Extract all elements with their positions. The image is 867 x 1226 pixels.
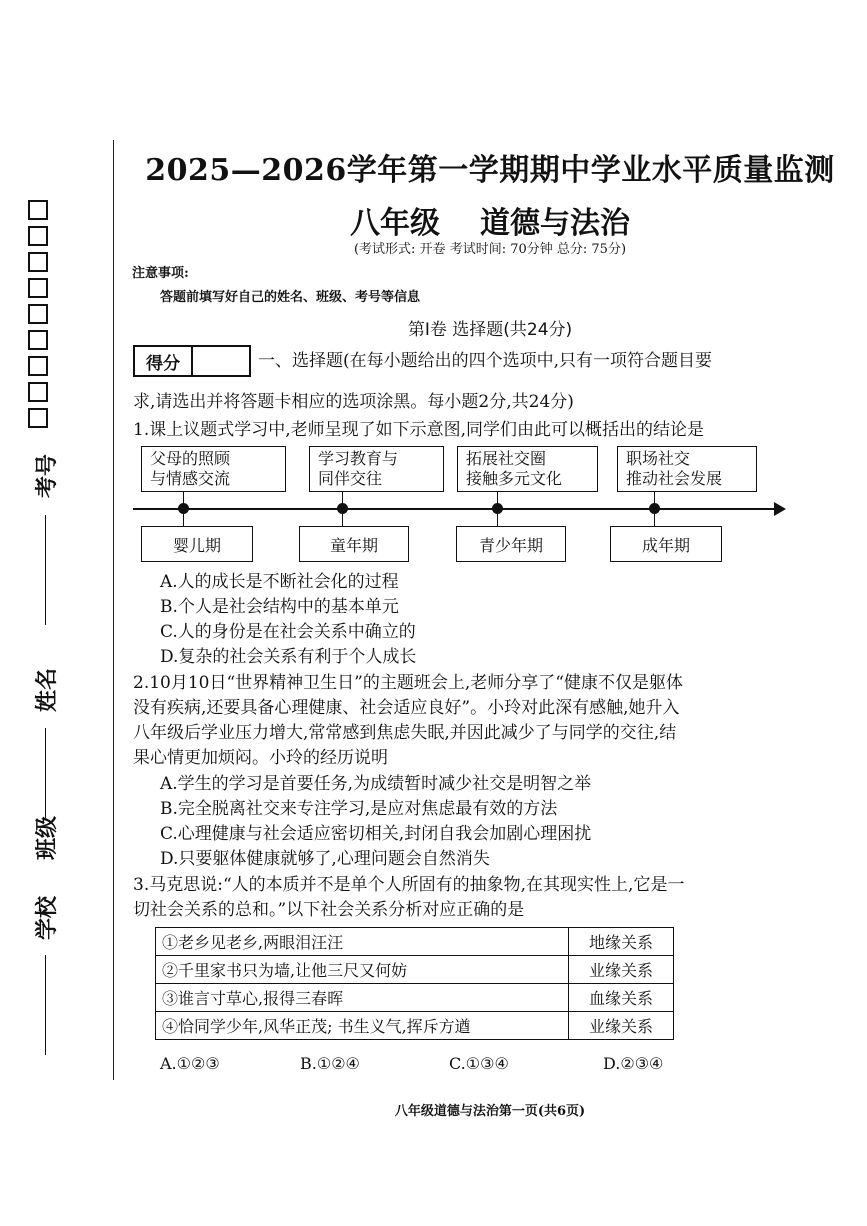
notice-text: 答题前填写好自己的姓名、班级、考号等信息 [160, 290, 421, 305]
score-field[interactable] [193, 347, 249, 375]
timeline-dot [337, 503, 348, 514]
q2-option-a[interactable]: A.学生的学习是首要任务,为成绩暂时减少社交是明智之举 [160, 774, 592, 794]
digit-box[interactable] [28, 200, 48, 220]
q3-option-c[interactable]: C.①③④ [449, 1054, 509, 1073]
digit-box[interactable] [28, 304, 48, 324]
stage-box: 青少年期 [456, 526, 566, 562]
q1-option-b[interactable]: B.个人是社会结构中的基本单元 [160, 597, 399, 617]
q1-option-c[interactable]: C.人的身份是在社会关系中确立的 [160, 622, 416, 642]
digit-box[interactable] [28, 226, 48, 246]
q2-option-b[interactable]: B.完全脱离社交来专注学习,是应对焦虑最有效的方法 [160, 799, 558, 819]
section-title: 第Ⅰ卷 选择题(共24分) [407, 320, 573, 340]
q3-option-b[interactable]: B.①②④ [300, 1054, 360, 1073]
school-label: 学校 [35, 895, 60, 940]
exam-number-boxes[interactable] [28, 200, 52, 434]
q3-line-1: 3.马克思说:“人的本质并不是单个人所固有的抽象物,在其现实性上,它是一 [133, 875, 685, 895]
table-row [156, 1012, 674, 1040]
q3-line-2: 切社会关系的总和。”以下社会关系分析对应正确的是 [133, 900, 525, 920]
q2-line-2: 没有疾病,还要具备心理健康、社会适应良好”。小玲对此深有感触,她升入 [133, 698, 680, 718]
q2-line-3: 八年级后学业压力增大,常常感到焦虑失眠,并因此减少了与同学的交往,结 [133, 723, 677, 743]
connector-line [497, 514, 498, 526]
exam-meta: (考试形式: 开卷 考试时间: 70分钟 总分: 75分) [353, 242, 627, 257]
diagram-top-line: 职场社交 [626, 449, 691, 468]
table-row [156, 956, 674, 984]
table-row [156, 984, 674, 1012]
diagram-top-box [457, 446, 598, 492]
class-label: 班级 [35, 815, 60, 860]
score-box[interactable] [133, 345, 251, 377]
diagram-top-line: 拓展社交圈 [466, 449, 547, 468]
diagram-top-box [141, 446, 286, 492]
diagram-top-line: 父母的照顾 [150, 449, 231, 468]
relations-table [155, 927, 674, 1040]
q1-option-a[interactable]: A.人的成长是不断社会化的过程 [160, 572, 399, 592]
diagram-top-line: 学习教育与 [318, 449, 399, 468]
diagram-top-line: 推动社会发展 [626, 469, 723, 488]
stage-box: 婴儿期 [141, 526, 253, 562]
grade-label: 八年级 [350, 206, 440, 241]
diagram-top-line: 同伴交往 [318, 469, 383, 488]
diagram-top-box [309, 446, 444, 492]
arrow-head-icon [774, 502, 786, 516]
table-cell: 血缘关系 [569, 984, 674, 1012]
timeline-dot [492, 503, 503, 514]
table-cell: 业缘关系 [569, 956, 674, 984]
name-label: 姓名 [35, 667, 60, 712]
section-instruction-1: 一、选择题(在每小题给出的四个选项中,只有一项符合题目要 [258, 351, 713, 371]
connector-line [654, 514, 655, 526]
exam-number-line[interactable] [45, 515, 46, 625]
stage-box: 童年期 [299, 526, 409, 562]
table-cell: 地缘关系 [569, 928, 674, 956]
score-label: 得分 [135, 347, 193, 375]
timeline-dot [649, 503, 660, 514]
table-cell: ②千里家书只为墙,让他三尺又何妨 [156, 956, 569, 984]
digit-box[interactable] [28, 382, 48, 402]
q3-option-a[interactable]: A.①②③ [160, 1054, 220, 1073]
subject-title [120, 198, 860, 242]
q1-option-d[interactable]: D.复杂的社会关系有利于个人成长 [160, 647, 417, 667]
digit-box[interactable] [28, 408, 48, 428]
school-line[interactable] [45, 955, 46, 1055]
timeline-axis [133, 508, 778, 510]
digit-box[interactable] [28, 356, 48, 376]
section-instruction-2: 求,请选出并将答题卡相应的选项涂黑。每小题2分,共24分) [133, 392, 574, 412]
notice-label: 注意事项: [132, 266, 189, 281]
q2-line-1: 2.10月10日“世界精神卫生日”的主题班会上,老师分享了“健康不仅是躯体 [133, 673, 683, 693]
exam-number-label: 考号 [35, 453, 60, 498]
q2-line-4: 果心情更加烦闷。小玲的经历说明 [133, 748, 388, 768]
stage-box: 成年期 [610, 526, 722, 562]
q2-option-c[interactable]: C.心理健康与社会适应密切相关,封闭自我会加剧心理困扰 [160, 824, 592, 844]
exam-title: 2025—2026学年第一学期期中学业水平质量监测 [145, 153, 835, 188]
digit-box[interactable] [28, 330, 48, 350]
connector-line [183, 514, 184, 526]
diagram-top-line: 接触多元文化 [466, 469, 563, 488]
diagram-top-line: 与情感交流 [150, 469, 231, 488]
diagram-top-box [617, 446, 757, 492]
q3-option-d[interactable]: D.②③④ [603, 1054, 664, 1073]
name-line[interactable] [45, 728, 46, 818]
table-cell: ④恰同学少年,风华正茂; 书生义气,挥斥方遒 [156, 1012, 569, 1040]
timeline-dot [178, 503, 189, 514]
page-footer: 八年级道德与法治第一页(共6页) [394, 1104, 586, 1119]
table-cell: 业缘关系 [569, 1012, 674, 1040]
q2-option-d[interactable]: D.只要躯体健康就够了,心理问题会自然消失 [160, 849, 490, 869]
table-cell: ①老乡见老乡,两眼泪汪汪 [156, 928, 569, 956]
binding-rule [113, 140, 114, 1080]
subject-label: 道德与法治 [480, 206, 630, 241]
table-cell: ③谁言寸草心,报得三春晖 [156, 984, 569, 1012]
table-row [156, 928, 674, 956]
q1-stem: 1.课上议题式学习中,老师呈现了如下示意图,同学们由此可以概括出的结论是 [133, 420, 705, 440]
digit-box[interactable] [28, 252, 48, 272]
connector-line [342, 514, 343, 526]
digit-box[interactable] [28, 278, 48, 298]
